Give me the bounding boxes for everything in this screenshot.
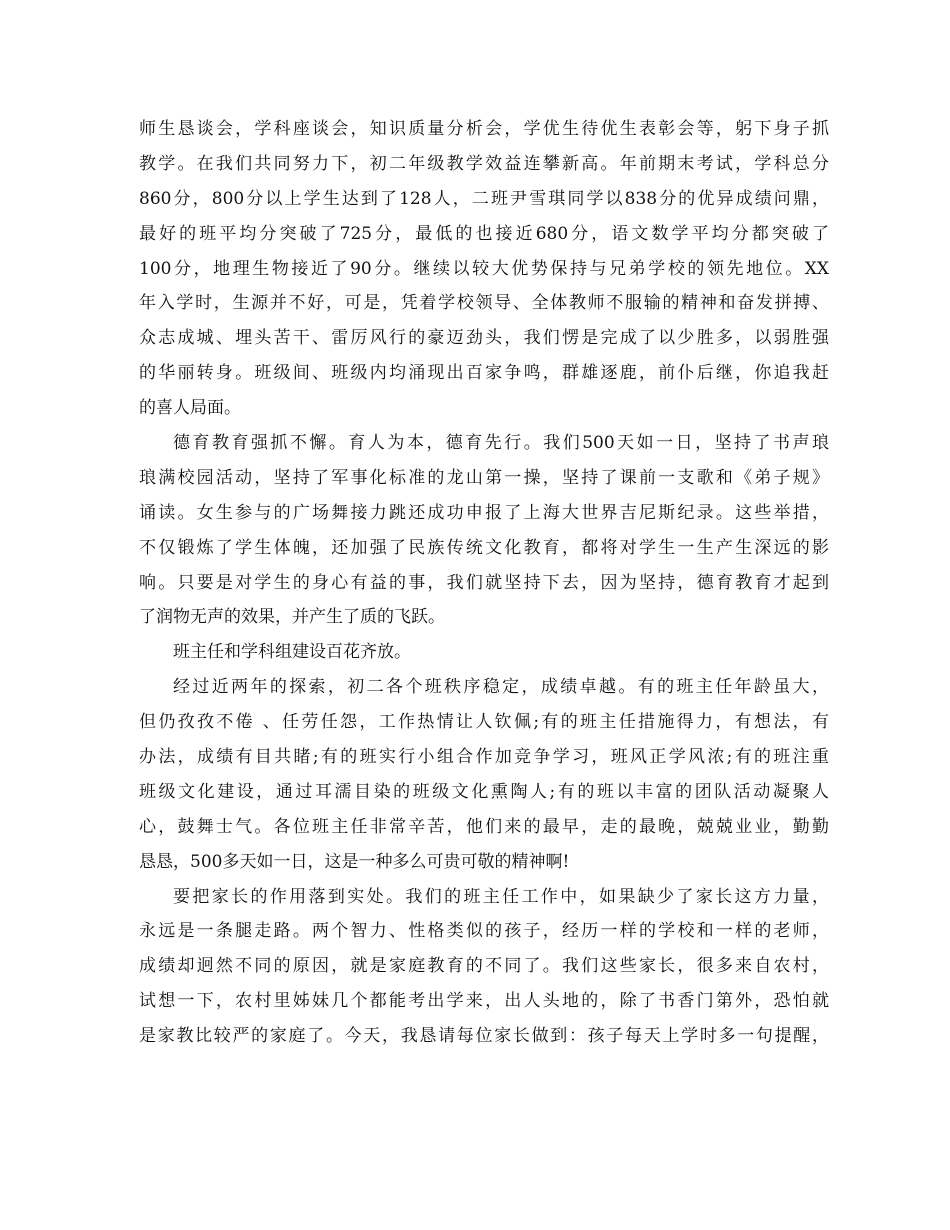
text-line: 响。只要是对学生的身心有益的事，我们就坚持下去，因为坚持，德育教育才起到 [139, 572, 829, 593]
text-line: 最好的班平均分突破了725分，最低的也接近680分，语文数学平均分都突破了 [139, 223, 829, 244]
text-line: 教学。在我们共同努力下，初二年级教学效益连攀新高。年前期末考试，学科总分 [139, 153, 829, 174]
text-line: 班级文化建设，通过耳濡目染的班级文化熏陶人;有的班以丰富的团队活动凝聚人 [139, 781, 829, 802]
text-line: 了润物无声的效果，并产生了质的飞跃。 [139, 607, 445, 628]
text-line: 班主任和学科组建设百花齐放。 [173, 642, 411, 663]
text-line: 恳恳，500多天如一日，这是一种多么可贵可敬的精神啊! [139, 851, 570, 872]
text-line: 的华丽转身。班级间、班级内均涌现出百家争鸣，群雄逐鹿，前仆后继，你追我赶 [139, 363, 829, 384]
text-line: 经过近两年的探索，初二各个班秩序稳定，成绩卓越。有的班主任年龄虽大， [173, 677, 829, 698]
text-line: 永远是一条腿走路。两个智力、性格类似的孩子，经历一样的学校和一样的老师， [139, 921, 829, 942]
text-line: 860分，800分以上学生达到了128人，二班尹雪琪同学以838分的优异成绩问鼎， [139, 188, 829, 209]
document-body [139, 112, 829, 1054]
text-line: 德育教育强抓不懈。育人为本，德育先行。我们500天如一日，坚持了书声琅 [173, 433, 829, 454]
text-line: 的喜人局面。 [139, 398, 241, 419]
text-line: 但仍孜孜不倦 、任劳任怨，工作热情让人钦佩;有的班主任措施得力，有想法，有 [139, 712, 829, 733]
text-line: 是家教比较严的家庭了。今天，我恳请每位家长做到：孩子每天上学时多一句提醒， [139, 1026, 829, 1047]
text-line: 诵读。女生参与的广场舞接力跳还成功申报了上海大世界吉尼斯纪录。这些举措， [139, 502, 829, 523]
text-line: 要把家长的作用落到实处。我们的班主任工作中，如果缺少了家长这方力量， [173, 886, 829, 907]
text-line: 心，鼓舞士气。各位班主任非常辛苦，他们来的最早，走的最晚，兢兢业业，勤勤 [139, 816, 829, 837]
text-line: 100分，地理生物接近了90分。继续以较大优势保持与兄弟学校的领先地位。XX [139, 258, 829, 279]
text-line: 办法，成绩有目共睹;有的班实行小组合作加竞争学习，班风正学风浓;有的班注重 [139, 747, 829, 768]
text-line: 琅满校园活动，坚持了军事化标准的龙山第一操，坚持了课前一支歌和《弟子规》 [139, 467, 829, 488]
text-line: 师生恳谈会，学科座谈会，知识质量分析会，学优生待优生表彰会等，躬下身子抓 [139, 119, 829, 139]
text-line: 年入学时，生源并不好，可是，凭着学校领导、全体教师不服输的精神和奋发拼搏、 [139, 293, 829, 314]
text-line: 众志成城、埋头苦干、雷厉风行的豪迈劲头，我们愣是完成了以少胜多，以弱胜强 [139, 328, 829, 349]
text-line: 不仅锻炼了学生体魄，还加强了民族传统文化教育，都将对学生一生产生深远的影 [139, 537, 829, 558]
text-line: 成绩却迥然不同的原因，就是家庭教育的不同了。我们这些家长，很多来自农村， [139, 956, 829, 977]
text-line: 试想一下，农村里姊妹几个都能考出学来，出人头地的，除了书香门第外，恐怕就 [139, 991, 829, 1012]
